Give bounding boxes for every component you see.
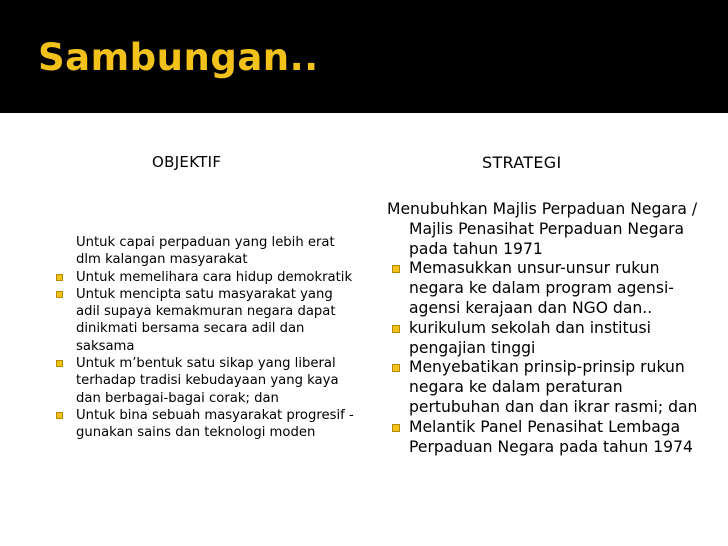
- list-item: [56, 269, 356, 286]
- square-bullet-icon: [392, 364, 400, 372]
- list-item: [387, 200, 707, 259]
- list-item: [387, 358, 707, 417]
- list-item-text: Untuk bina sebuah masyarakat progresif -gunakan sains dan teknologi moden: [76, 407, 354, 441]
- list-item-text: Melantik Panel Penasihat Lembaga Perpaduan Negara pada tahun 1974: [409, 417, 693, 456]
- list-item-text: Untuk mencipta satu masyarakat yang adil supaya kemakmuran negara dapat dinikmati bersama secara adil dan saksama: [76, 286, 336, 354]
- strategi-heading: STRATEGI: [482, 153, 562, 172]
- square-bullet-icon: [392, 424, 400, 432]
- square-bullet-icon: [56, 412, 63, 419]
- list-item: [56, 407, 356, 442]
- objektif-list: [56, 234, 356, 442]
- list-item: [387, 418, 707, 458]
- list-item: [387, 319, 707, 359]
- slide-title: Sambungan..: [38, 36, 319, 79]
- square-bullet-icon: [56, 291, 63, 298]
- list-item-text: Untuk capai perpaduan yang lebih erat dlm kalangan masyarakat: [76, 235, 335, 268]
- square-bullet-icon: [56, 360, 63, 367]
- list-item-text: Untuk m’bentuk satu sikap yang liberal terhadap tradisi kebudayaan yang kaya dan berbagai-bagai corak; dan: [76, 356, 339, 406]
- square-bullet-icon: [392, 325, 400, 333]
- list-item-text: kurikulum sekolah dan institusi pengajian tinggi: [409, 318, 651, 357]
- list-item: [56, 286, 356, 355]
- list-item-text: Memasukkan unsur-unsur rukun negara ke dalam program agensi-agensi kerajaan dan NGO dan..: [409, 259, 674, 317]
- list-item: [56, 355, 356, 407]
- strategi-list: [387, 200, 707, 457]
- list-item: [56, 234, 356, 269]
- title-bar: [0, 0, 728, 113]
- list-item-text: Untuk memelihara cara hidup demokratik: [76, 269, 353, 285]
- list-item-text: Menubuhkan Majlis Perpaduan Negara / Majlis Penasihat Perpaduan Negara pada tahun 1971: [387, 200, 698, 258]
- objektif-heading: OBJEKTIF: [152, 153, 222, 171]
- list-item: [387, 259, 707, 318]
- square-bullet-icon: [392, 265, 400, 273]
- list-item-text: Menyebatikan prinsip-prinsip rukun negara ke dalam peraturan pertubuhan dan dan ikrar rasmi; dan: [409, 358, 698, 416]
- square-bullet-icon: [56, 274, 63, 281]
